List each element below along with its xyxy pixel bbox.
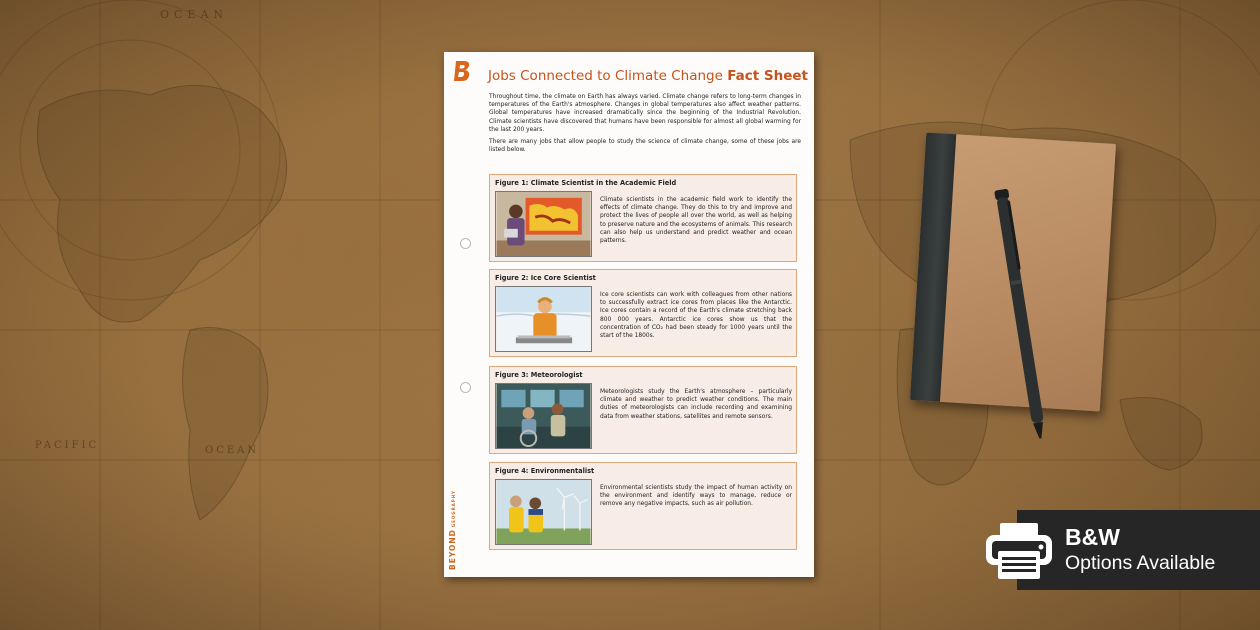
map-label-ocean: OCEAN [160, 8, 229, 21]
figure-title: Figure 2: Ice Core Scientist [495, 274, 596, 282]
figure-climate-scientist [489, 174, 797, 262]
climate-scientist-illustration [495, 191, 592, 257]
figure-text: Environmental scientists study the impact of human activity on the environment and identify ways to manage, reduce or remove any negative impacts, such as air pollution. [600, 485, 792, 508]
figure-title: Figure 4: Environmentalist [495, 467, 595, 475]
figure-title: Figure 1: Climate Scientist in the Academic Field [495, 179, 677, 187]
intro-paragraph: There are many jobs that allow people to study the science of climate change, some of these jobs are listed below. [489, 139, 801, 154]
environmentalist-illustration [495, 479, 592, 545]
badge-subtitle: Options Available [1065, 552, 1216, 574]
punch-hole [460, 382, 471, 393]
figure-text: Climate scientists in the academic field work to identify the effects of climate change. They do this to try and improve and protect the lives of people all over the world, as well as helping to preserve nature and the ecosystems of animals. This research can also help us understand and predict weather and ocean patterns. [600, 197, 792, 245]
brand-label [448, 482, 462, 570]
figure-title: Figure 3: Meteorologist [495, 371, 583, 379]
title-regular: Jobs Connected to Climate Change [488, 68, 728, 84]
sheet-title [488, 68, 808, 84]
title-bold: Fact Sheet [727, 68, 808, 84]
figure-text: Meteorologists study the Earth's atmosphere – particularly climate and weather to predict weather conditions. The main duties of meteorologists can include recording and examining data from weather stations, satellites and remote sensors. [600, 389, 792, 420]
intro-paragraph: Throughout time, the climate on Earth has always varied. Climate change refers to long-term changes in temperatures of the Earth's atmosphere. Changes in global temperatures also affect weather patterns. Global temperatures have increased dramatically since the beginning of the Industrial Revolution. Climate scientists have discovered that humans have been responsible for almost all global warming for the last 200 years. [489, 94, 801, 133]
figure-ice-core-scientist [489, 269, 797, 357]
printer-icon [983, 521, 1055, 581]
intro-text [489, 93, 801, 158]
figure-environmentalist [489, 462, 797, 550]
ice-core-scientist-illustration [495, 286, 592, 352]
meteorologist-illustration [495, 383, 592, 449]
figure-meteorologist [489, 366, 797, 454]
brand-sub: GEOGRAPHY [450, 490, 456, 528]
badge-title: B&W [1065, 524, 1120, 550]
brand-main: BEYOND [448, 529, 457, 570]
fact-sheet [444, 52, 814, 577]
figure-text: Ice core scientists can work with colleagues from other nations to successfully extract ice cores from places like the Antarctic. Ice cores contain a record of the Earth's climate stretching back 800 000 years. Antarctic ice cores show us that the concentration of CO₂ had been steady for 1000 years until the start of the 1800s. [600, 292, 792, 340]
map-label-pacific: PACIFIC [35, 440, 100, 451]
map-label-ocean-2: OCEAN [205, 445, 260, 456]
punch-hole [460, 238, 471, 249]
beyond-logo-icon [452, 60, 472, 82]
